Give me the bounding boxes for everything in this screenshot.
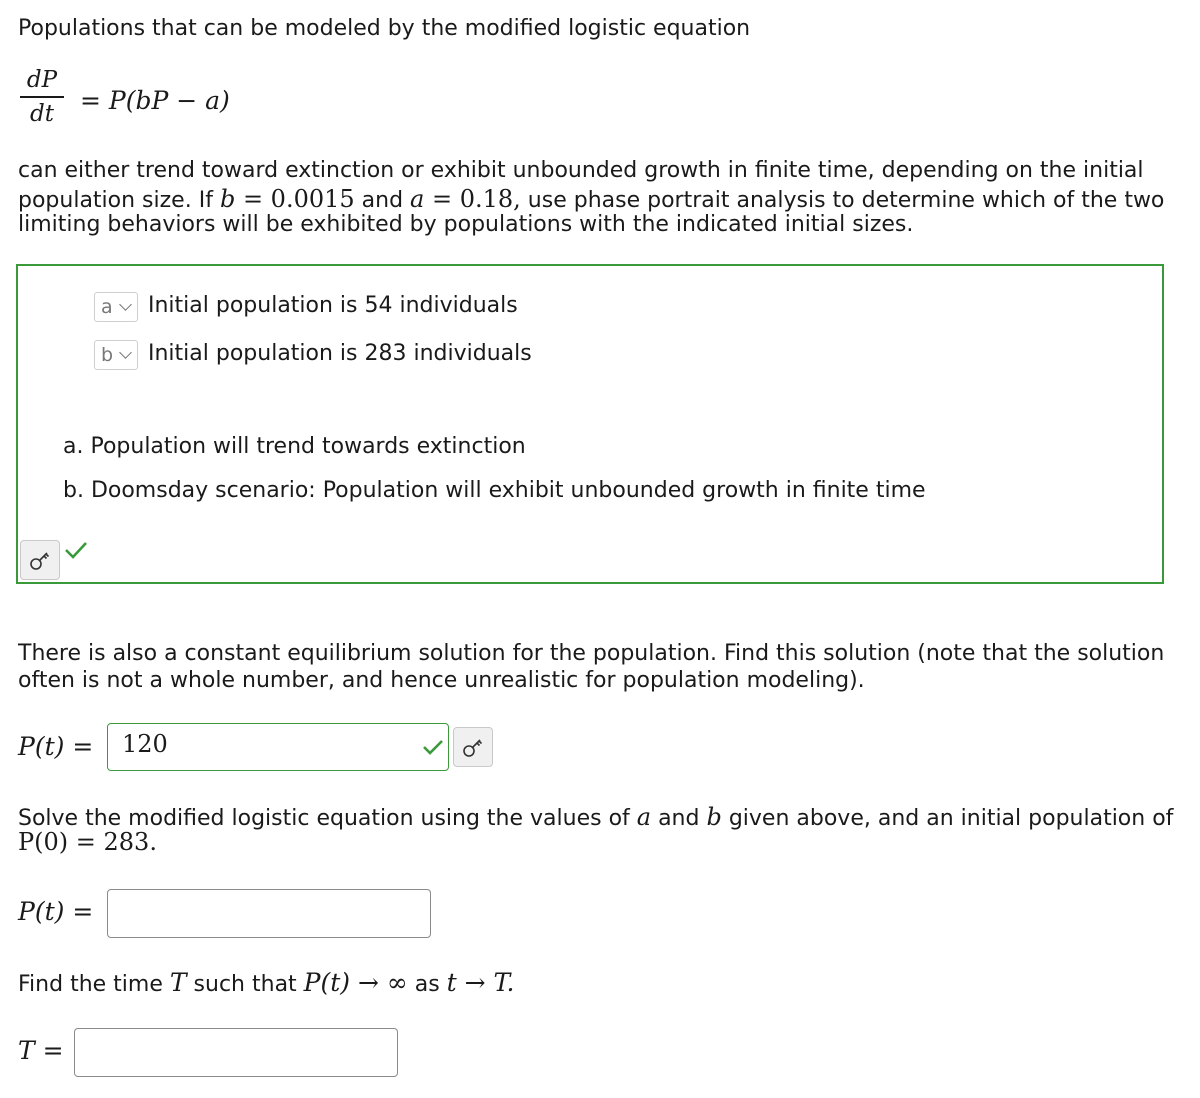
matching-answer-box: [16, 264, 1164, 584]
var-T: T: [169, 968, 187, 997]
intro-paragraph-line3: limiting behaviors will be exhibited by populations with the indicated initial sizes.: [18, 212, 914, 237]
key-icon: [462, 736, 484, 758]
checkmark-icon: [64, 540, 88, 560]
equilibrium-input[interactable]: [107, 723, 449, 771]
time-input[interactable]: [74, 1028, 398, 1077]
intro-paragraph-line1: can either trend toward extinction or exhibit unbounded growth in finite time, depending on the initial: [18, 158, 1144, 183]
var-b: b: [219, 185, 236, 213]
equilibrium-text-line1: There is also a constant equilibrium solution for the population. Find this solution (note that the solution: [18, 641, 1165, 666]
matching-option-b: b. Doomsday scenario: Population will exhibit unbounded growth in finite time: [63, 478, 926, 503]
b-value: = 0.0015: [235, 185, 355, 213]
limit-expression: P(t) → ∞: [303, 968, 408, 997]
text-segment: given above, and an initial population of: [721, 806, 1174, 831]
text-segment: such that: [186, 972, 304, 997]
dropdown-selected-value: a: [101, 296, 113, 318]
time-label: T =: [18, 1036, 64, 1065]
blowup-text: [18, 968, 515, 997]
solution-label: P(t) =: [18, 897, 94, 926]
matching-item-label-1: Initial population is 54 individuals: [148, 293, 518, 318]
intro-text: Populations that can be modeled by the modified logistic equation: [18, 16, 751, 41]
intro-paragraph-line2: [18, 185, 1164, 213]
fraction-denominator: dt: [30, 101, 54, 127]
checkmark-icon: [422, 738, 444, 756]
var-a: a: [410, 185, 425, 213]
fraction-numerator: dP: [26, 67, 58, 93]
equation-rhs: = P(bP − a): [80, 86, 230, 115]
matching-option-a: a. Population will trend towards extinction: [63, 434, 526, 459]
equilibrium-text-line2: often is not a whole number, and hence unrealistic for population modeling).: [18, 668, 865, 693]
text-segment: as: [407, 972, 447, 997]
dropdown-item-1[interactable]: [94, 292, 138, 322]
solution-input[interactable]: [107, 889, 431, 938]
solve-text-line1: [18, 803, 1173, 831]
key-button[interactable]: [20, 540, 60, 580]
a-value: = 0.18,: [424, 185, 521, 213]
solve-text-line2: P(0) = 283.: [18, 828, 157, 856]
text-segment: and: [354, 188, 411, 213]
derivative-fraction: [18, 64, 66, 130]
equilibrium-label: P(t) =: [18, 732, 94, 761]
limit-condition: t → T.: [446, 968, 515, 997]
text-segment: and: [651, 806, 707, 831]
chevron-down-icon: [119, 346, 132, 359]
key-button[interactable]: [453, 727, 493, 767]
key-icon: [29, 549, 51, 571]
dropdown-selected-value: b: [101, 344, 114, 366]
var-b: b: [706, 803, 722, 831]
equilibrium-input-value: 120: [122, 730, 168, 758]
text-segment: population size. If: [18, 188, 220, 213]
text-segment: Solve the modified logistic equation using the values of: [18, 806, 637, 831]
chevron-down-icon: [119, 298, 132, 311]
var-a: a: [636, 803, 652, 831]
text-segment: Find the time: [18, 972, 170, 997]
text-segment: use phase portrait analysis to determine which of the two: [520, 188, 1165, 213]
dropdown-item-2[interactable]: [94, 340, 138, 370]
matching-item-label-2: Initial population is 283 individuals: [148, 341, 532, 366]
